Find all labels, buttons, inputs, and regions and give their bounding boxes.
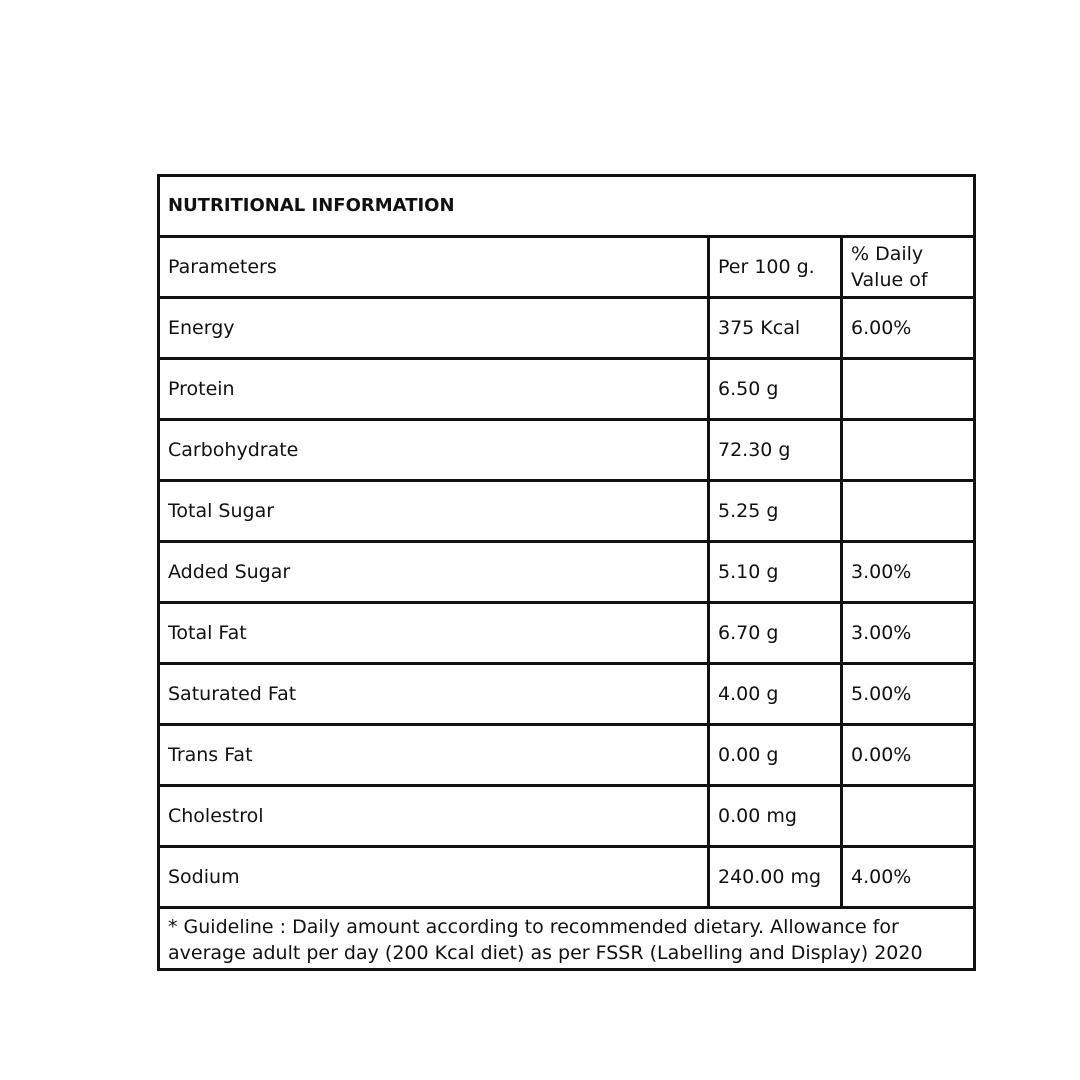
cell-parameter: Cholestrol (159, 786, 709, 847)
table-title-row (159, 176, 975, 237)
table-row (159, 542, 975, 603)
cell-daily-value: 0.00% (842, 725, 975, 786)
cell-per-100g: 0.00 g (709, 725, 842, 786)
table-title: NUTRITIONAL INFORMATION (159, 176, 975, 237)
cell-daily-value (842, 420, 975, 481)
cell-parameter: Sodium (159, 847, 709, 908)
table-row (159, 664, 975, 725)
header-per-100g: Per 100 g. (709, 237, 842, 298)
cell-daily-value (842, 481, 975, 542)
cell-daily-value: 3.00% (842, 603, 975, 664)
cell-parameter: Energy (159, 298, 709, 359)
table-row (159, 298, 975, 359)
table-row (159, 603, 975, 664)
cell-parameter: Added Sugar (159, 542, 709, 603)
cell-daily-value: 5.00% (842, 664, 975, 725)
cell-daily-value: 3.00% (842, 542, 975, 603)
cell-per-100g: 4.00 g (709, 664, 842, 725)
cell-daily-value (842, 359, 975, 420)
footnote: * Guideline : Daily amount according to recommended dietary. Allowance for average adult per day (200 Kcal diet) as per FSSR (Labelling and Display) 2020 (159, 908, 975, 970)
nutrition-table-container (157, 174, 973, 971)
cell-per-100g: 6.70 g (709, 603, 842, 664)
table-header-row (159, 237, 975, 298)
cell-per-100g: 5.10 g (709, 542, 842, 603)
cell-parameter: Trans Fat (159, 725, 709, 786)
cell-per-100g: 375 Kcal (709, 298, 842, 359)
nutrition-table (157, 174, 976, 971)
cell-per-100g: 240.00 mg (709, 847, 842, 908)
cell-daily-value (842, 786, 975, 847)
table-row (159, 481, 975, 542)
cell-per-100g: 0.00 mg (709, 786, 842, 847)
table-row (159, 359, 975, 420)
cell-daily-value: 4.00% (842, 847, 975, 908)
cell-parameter: Total Fat (159, 603, 709, 664)
cell-parameter: Total Sugar (159, 481, 709, 542)
table-row (159, 786, 975, 847)
cell-per-100g: 5.25 g (709, 481, 842, 542)
cell-parameter: Carbohydrate (159, 420, 709, 481)
table-row (159, 725, 975, 786)
cell-daily-value: 6.00% (842, 298, 975, 359)
cell-parameter: Protein (159, 359, 709, 420)
table-row (159, 420, 975, 481)
header-parameters: Parameters (159, 237, 709, 298)
header-daily-value: % Daily Value of (842, 237, 975, 298)
cell-per-100g: 72.30 g (709, 420, 842, 481)
cell-per-100g: 6.50 g (709, 359, 842, 420)
table-row (159, 847, 975, 908)
cell-parameter: Saturated Fat (159, 664, 709, 725)
footnote-row (159, 908, 975, 970)
